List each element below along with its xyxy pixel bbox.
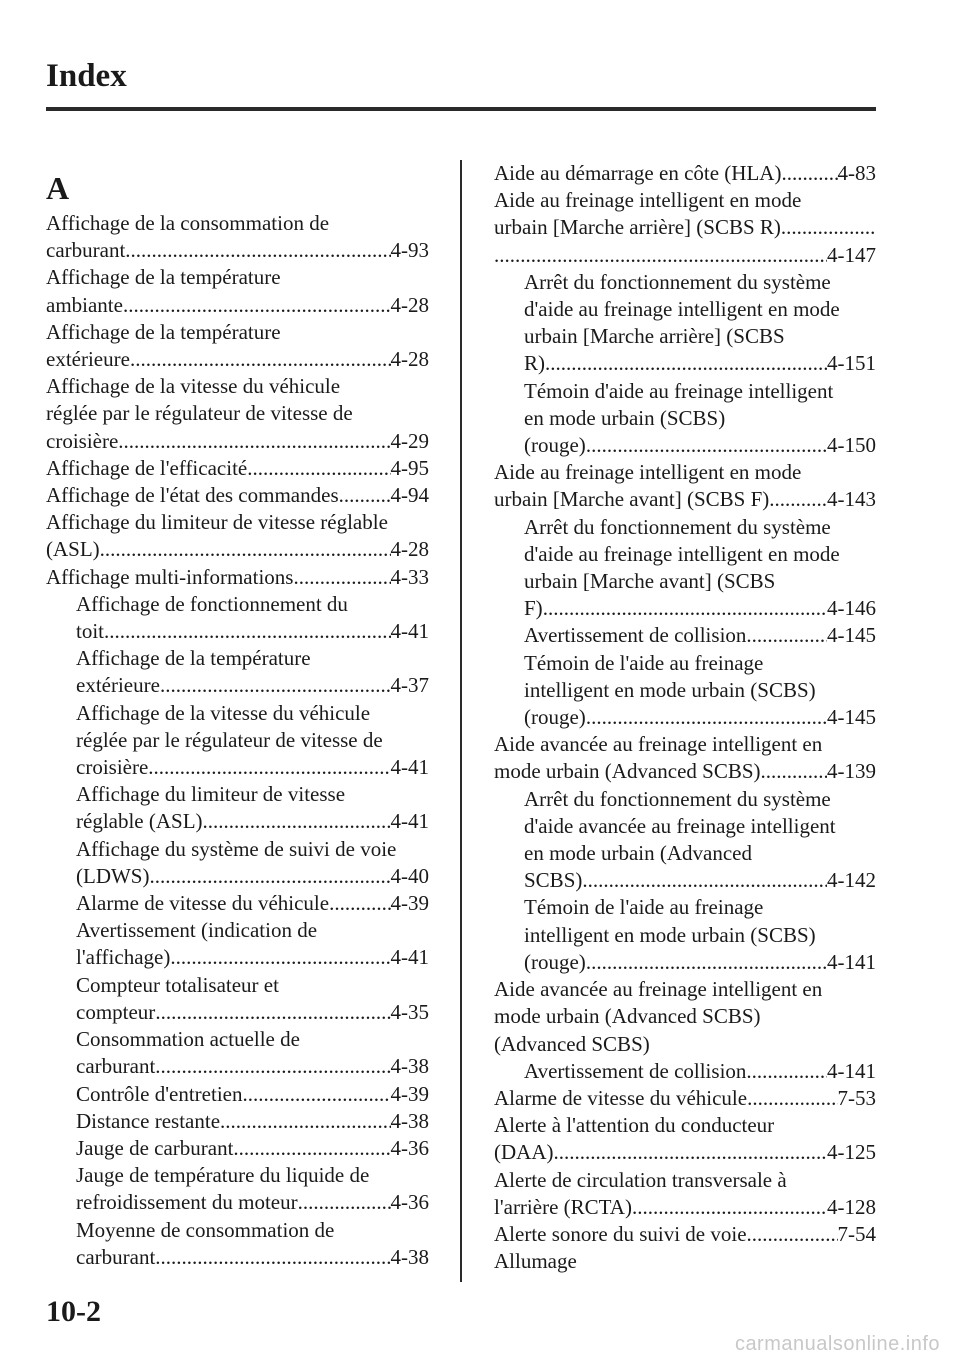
index-subentry (494, 894, 876, 976)
page-ref: 4-147 (827, 242, 876, 267)
entry-page-line (76, 863, 429, 890)
entry-text-line: Témoin d'aide au freinage intelligent (524, 378, 834, 403)
index-subentry (46, 1108, 429, 1135)
dot-leader (123, 292, 391, 319)
entry-text: F) (524, 596, 543, 621)
index-entry (494, 976, 876, 1058)
index-subentry (46, 890, 429, 917)
page-ref: 4-41 (390, 809, 429, 834)
page-ref: 4-151 (827, 351, 876, 376)
page-ref: 4-125 (827, 1140, 876, 1165)
page-ref: 4-41 (390, 945, 429, 970)
entry-page-line (494, 1194, 876, 1221)
entry-text-line: en mode urbain (Advanced (524, 841, 752, 866)
entry-page-line (524, 704, 876, 731)
entry-text: ambiante (46, 292, 123, 317)
index-subentry (46, 972, 429, 1026)
dot-leader (242, 1081, 390, 1108)
entry-text-line: réglée par le régulateur de vitesse de (46, 401, 353, 426)
entry-text-line: urbain [Marche avant] (SCBS (524, 569, 776, 594)
entry-text-line: Arrêt du fonctionnement du système (524, 514, 831, 539)
entry-text-line: Aide avancée au freinage intelligent en (494, 977, 823, 1002)
entry-page-line (494, 1221, 876, 1248)
index-entry (46, 210, 429, 264)
entry-page-line (76, 808, 429, 835)
right-entries (494, 160, 876, 1275)
entry-text-line: Avertissement (indication de (76, 918, 318, 943)
index-subentry (46, 1162, 429, 1216)
dot-leader (781, 160, 837, 187)
page-ref: 4-29 (390, 428, 429, 453)
page-ref: 4-38 (390, 1244, 429, 1269)
page-ref: 4-41 (390, 619, 429, 644)
entry-page-line (494, 160, 876, 187)
entry-page-line (524, 432, 876, 459)
entry-text: Alarme de vitesse du véhicule (76, 891, 330, 916)
index-subentry (46, 917, 429, 971)
index-entry (494, 1248, 876, 1275)
page-ref: 4-150 (827, 433, 876, 458)
entry-text-line: Affichage du limiteur de vitesse (76, 782, 346, 807)
dot-leader (155, 1244, 390, 1271)
entry-text-line: Moyenne de consommation de (76, 1217, 335, 1242)
entry-text: réglable (ASL) (76, 809, 203, 834)
dot-leader (632, 1194, 827, 1221)
page-ref: 4-38 (390, 1108, 429, 1133)
section-letter: A (46, 170, 70, 206)
page-ref: 4-36 (390, 1190, 429, 1215)
page-ref: 4-35 (390, 999, 429, 1024)
entry-text: croisière (46, 428, 119, 453)
page-ref: 4-143 (827, 487, 876, 512)
entry-text-line: Affichage de la température (46, 319, 281, 344)
entry-text-line: Compteur totalisateur et (76, 972, 279, 997)
dot-leader (769, 486, 827, 513)
entry-page-line (524, 867, 876, 894)
dot-leader (339, 482, 391, 509)
entry-page-line (46, 455, 429, 482)
entry-page-line (524, 949, 876, 976)
dot-leader (100, 536, 391, 563)
dot-leader (233, 1135, 390, 1162)
entry-page-line (76, 618, 429, 645)
index-column-left (46, 160, 429, 1271)
page-ref: 4-40 (390, 863, 429, 888)
index-subentry (46, 781, 429, 835)
entry-text-line: Alerte de circulation transversale à (494, 1167, 787, 1192)
entry-text: (rouge) (524, 433, 586, 458)
index-subentry (494, 269, 876, 378)
entry-text-line: en mode urbain (SCBS) (524, 405, 726, 430)
index-subentry (46, 1135, 429, 1162)
page-ref: 4-95 (390, 455, 429, 480)
page-ref: 4-93 (390, 238, 429, 263)
index-subentry (494, 650, 876, 732)
entry-text-line: Affichage du système de suivi de voie (76, 836, 397, 861)
entry-text-line: Témoin de l'aide au freinage (524, 650, 764, 675)
entry-text-line: Aide avancée au freinage intelligent en (494, 732, 823, 757)
index-entry (46, 455, 429, 482)
index-subentry (494, 1058, 876, 1085)
entry-text-line: Affichage de la consommation de (46, 211, 330, 235)
entry-page-line (524, 350, 876, 377)
entry-text-line: Arrêt du fonctionnement du système (524, 269, 831, 294)
entry-text: Affichage de l'état des commandes (46, 483, 339, 508)
dot-leader (543, 595, 827, 622)
left-entries (46, 210, 429, 1271)
dot-leader (155, 999, 390, 1026)
entry-text: mode urbain (Advanced SCBS) (494, 759, 761, 784)
entry-text: SCBS) (524, 868, 583, 893)
dot-leader (582, 867, 827, 894)
index-subentry (494, 378, 876, 460)
column-divider (460, 160, 462, 1282)
entry-text: Alerte sonore du suivi de voie (494, 1221, 747, 1246)
entry-text-line: Affichage de la température (46, 265, 281, 290)
entry-text: l'arrière (RCTA) (494, 1194, 632, 1219)
entry-text: carburant (76, 1244, 156, 1269)
entry-page-line (76, 944, 429, 971)
page-ref: 4-141 (827, 1058, 876, 1083)
entry-text-line: (Advanced SCBS) (494, 1031, 650, 1056)
index-entry (46, 564, 429, 591)
entry-text-line: intelligent en mode urbain (SCBS) (524, 677, 816, 702)
index-entry (494, 160, 876, 187)
index-subentry (46, 1026, 429, 1080)
entry-text-line: Arrêt du fonctionnement du système (524, 786, 831, 811)
entry-text: Affichage de l'efficacité (46, 455, 248, 480)
index-subentry (494, 786, 876, 895)
entry-text: croisière (76, 755, 149, 780)
dot-leader (747, 1221, 838, 1248)
dot-leader (155, 1053, 390, 1080)
entry-text-line: Affichage de la température (76, 646, 311, 671)
dot-leader (586, 704, 827, 731)
entry-text: carburant (46, 238, 126, 263)
dot-leader (781, 214, 876, 241)
page-ref: 4-141 (827, 949, 876, 974)
dot-leader (553, 1139, 827, 1166)
entry-page-line (76, 1081, 429, 1108)
page-ref: 4-142 (827, 868, 876, 893)
entry-text: extérieure (76, 673, 160, 698)
page-ref: 4-83 (837, 161, 876, 185)
entry-page-line (76, 672, 429, 699)
entry-text-line: Aide au freinage intelligent en mode (494, 188, 802, 213)
entry-text-line: d'aide avancée au freinage intelligent (524, 813, 836, 838)
index-subentry (494, 622, 876, 649)
entry-text: urbain [Marche arrière] (SCBS R) (494, 215, 781, 240)
index-entry (46, 319, 429, 373)
page-ref: 4-37 (390, 673, 429, 698)
page-ref: 4-36 (390, 1135, 429, 1160)
page-number: 10-2 (46, 1295, 101, 1328)
dot-leader (220, 1108, 390, 1135)
page-ref: 7-53 (837, 1085, 876, 1110)
entry-text-line: urbain [Marche arrière] (SCBS (524, 324, 785, 349)
entry-text-line: Affichage du limiteur de vitesse réglable (46, 510, 388, 535)
index-entry (494, 459, 876, 513)
entry-text-line: Affichage de fonctionnement du (76, 591, 348, 616)
entry-text-line: Témoin de l'aide au freinage (524, 895, 764, 920)
entry-text: toit (76, 619, 105, 644)
entry-page-line (46, 237, 429, 264)
dot-leader (586, 432, 827, 459)
watermark: carmanualsonline.info (734, 1333, 940, 1355)
entry-text: extérieure (46, 347, 130, 372)
entry-page-line (46, 292, 429, 319)
entry-text-line: Jauge de température du liquide de (76, 1163, 370, 1188)
entry-text: urbain [Marche avant] (SCBS F) (494, 487, 770, 512)
page-ref: 7-54 (837, 1221, 876, 1246)
entry-text: R) (524, 351, 545, 376)
page-ref: 4-145 (827, 623, 876, 648)
entry-text: Distance restante (76, 1108, 221, 1133)
entry-page-line (76, 999, 429, 1026)
entry-text: Avertissement de collision (524, 1058, 747, 1083)
entry-page-line (494, 486, 876, 513)
dot-leader (746, 622, 827, 649)
page-ref: 4-38 (390, 1054, 429, 1079)
page-ref: 4-145 (827, 705, 876, 730)
dot-leader (747, 1085, 837, 1112)
entry-page-line (524, 1058, 876, 1085)
entry-page-line (76, 1244, 429, 1271)
entry-page-line (76, 890, 429, 917)
dot-leader (329, 890, 390, 917)
dot-leader (130, 346, 391, 373)
entry-text: Avertissement de collision (524, 623, 747, 648)
entry-page-line (76, 1189, 429, 1216)
entry-page-line (494, 758, 876, 785)
dot-leader (118, 428, 390, 455)
page-ref: 4-146 (827, 596, 876, 621)
entry-text: (DAA) (494, 1140, 554, 1165)
entry-page-line (524, 595, 876, 622)
page-ref: 4-41 (390, 755, 429, 780)
page-header-title: Index (46, 58, 127, 94)
entry-text: l'affichage) (76, 945, 171, 970)
index-entry (494, 187, 876, 269)
dot-leader (247, 455, 390, 482)
index-subentry (46, 1081, 429, 1108)
entry-text-line: mode urbain (Advanced SCBS) (494, 1004, 761, 1029)
entry-page-line (76, 1108, 429, 1135)
index-entry (46, 509, 429, 563)
entry-text: Jauge de carburant (76, 1135, 234, 1160)
dot-leader (203, 808, 391, 835)
entry-text: Affichage multi-informations (46, 564, 294, 589)
page-ref: 4-139 (827, 759, 876, 784)
page-ref: 4-94 (390, 483, 429, 508)
page-ref: 4-33 (390, 564, 429, 589)
entry-page-line (494, 242, 876, 269)
entry-page-line (46, 536, 429, 563)
index-subentry (46, 591, 429, 645)
entry-text-line: Affichage de la vitesse du véhicule (76, 700, 371, 725)
dot-leader (125, 237, 390, 264)
entry-text: Alarme de vitesse du véhicule (494, 1085, 748, 1110)
index-entry (494, 1112, 876, 1166)
entry-text-line: réglée par le régulateur de vitesse de (76, 727, 383, 752)
index-entry (46, 482, 429, 509)
dot-leader (170, 944, 390, 971)
entry-text-line: Aide au freinage intelligent en mode (494, 460, 802, 485)
entry-page-line (494, 214, 876, 241)
index-entry (494, 731, 876, 785)
entry-page-line (46, 564, 429, 591)
entry-page-line (76, 754, 429, 781)
page-ref: 4-39 (390, 891, 429, 916)
entry-text-line: d'aide au freinage intelligent en mode (524, 297, 840, 322)
entry-page-line (76, 1053, 429, 1080)
entry-page-line (46, 428, 429, 455)
page-ref: 4-28 (390, 292, 429, 317)
index-column-right (494, 160, 876, 1275)
dot-leader (494, 242, 827, 269)
dot-leader (160, 672, 391, 699)
entry-page-line (524, 622, 876, 649)
index-subentry (494, 514, 876, 623)
dot-leader (293, 564, 390, 591)
index-entry (46, 264, 429, 318)
entry-text: (rouge) (524, 949, 586, 974)
entry-text: refroidissement du moteur (76, 1190, 298, 1215)
dot-leader (746, 1058, 827, 1085)
index-entry (494, 1085, 876, 1112)
entry-text: carburant (76, 1054, 156, 1079)
entry-page-line (46, 346, 429, 373)
entry-text: (LDWS) (76, 863, 150, 888)
index-entry (494, 1221, 876, 1248)
index-entry (494, 1167, 876, 1221)
page-ref: 4-128 (827, 1194, 876, 1219)
entry-text-line: Affichage de la vitesse du véhicule (46, 374, 341, 399)
entry-page-line (494, 1085, 876, 1112)
dot-leader (545, 350, 827, 377)
entry-text-line: Alerte à l'attention du conducteur (494, 1113, 775, 1138)
index-entry (46, 373, 429, 455)
index-subentry (46, 1217, 429, 1271)
entry-text-line: Consommation actuelle de (76, 1027, 300, 1052)
entry-text-line: Allumage (494, 1249, 577, 1274)
entry-text: (ASL) (46, 537, 100, 562)
index-subentry (46, 645, 429, 699)
entry-text: Aide au démarrage en côte (HLA) (494, 161, 782, 185)
dot-leader (149, 863, 390, 890)
entry-text-line: d'aide au freinage intelligent en mode (524, 541, 840, 566)
index-subentry (46, 836, 429, 890)
dot-leader (298, 1189, 391, 1216)
entry-page-line (46, 482, 429, 509)
entry-page-line (76, 1135, 429, 1162)
dot-leader (586, 949, 827, 976)
entry-text-line: intelligent en mode urbain (SCBS) (524, 922, 816, 947)
entry-text: (rouge) (524, 705, 586, 730)
dot-leader (761, 758, 827, 785)
index-subentry (46, 700, 429, 782)
page-ref: 4-28 (390, 537, 429, 562)
dot-leader (148, 754, 390, 781)
entry-text: compteur (76, 999, 156, 1024)
header-rule (46, 107, 876, 111)
page-ref: 4-39 (390, 1081, 429, 1106)
dot-leader (104, 618, 390, 645)
entry-text: Contrôle d'entretien (76, 1081, 243, 1106)
entry-page-line (494, 1139, 876, 1166)
page-ref: 4-28 (390, 347, 429, 372)
